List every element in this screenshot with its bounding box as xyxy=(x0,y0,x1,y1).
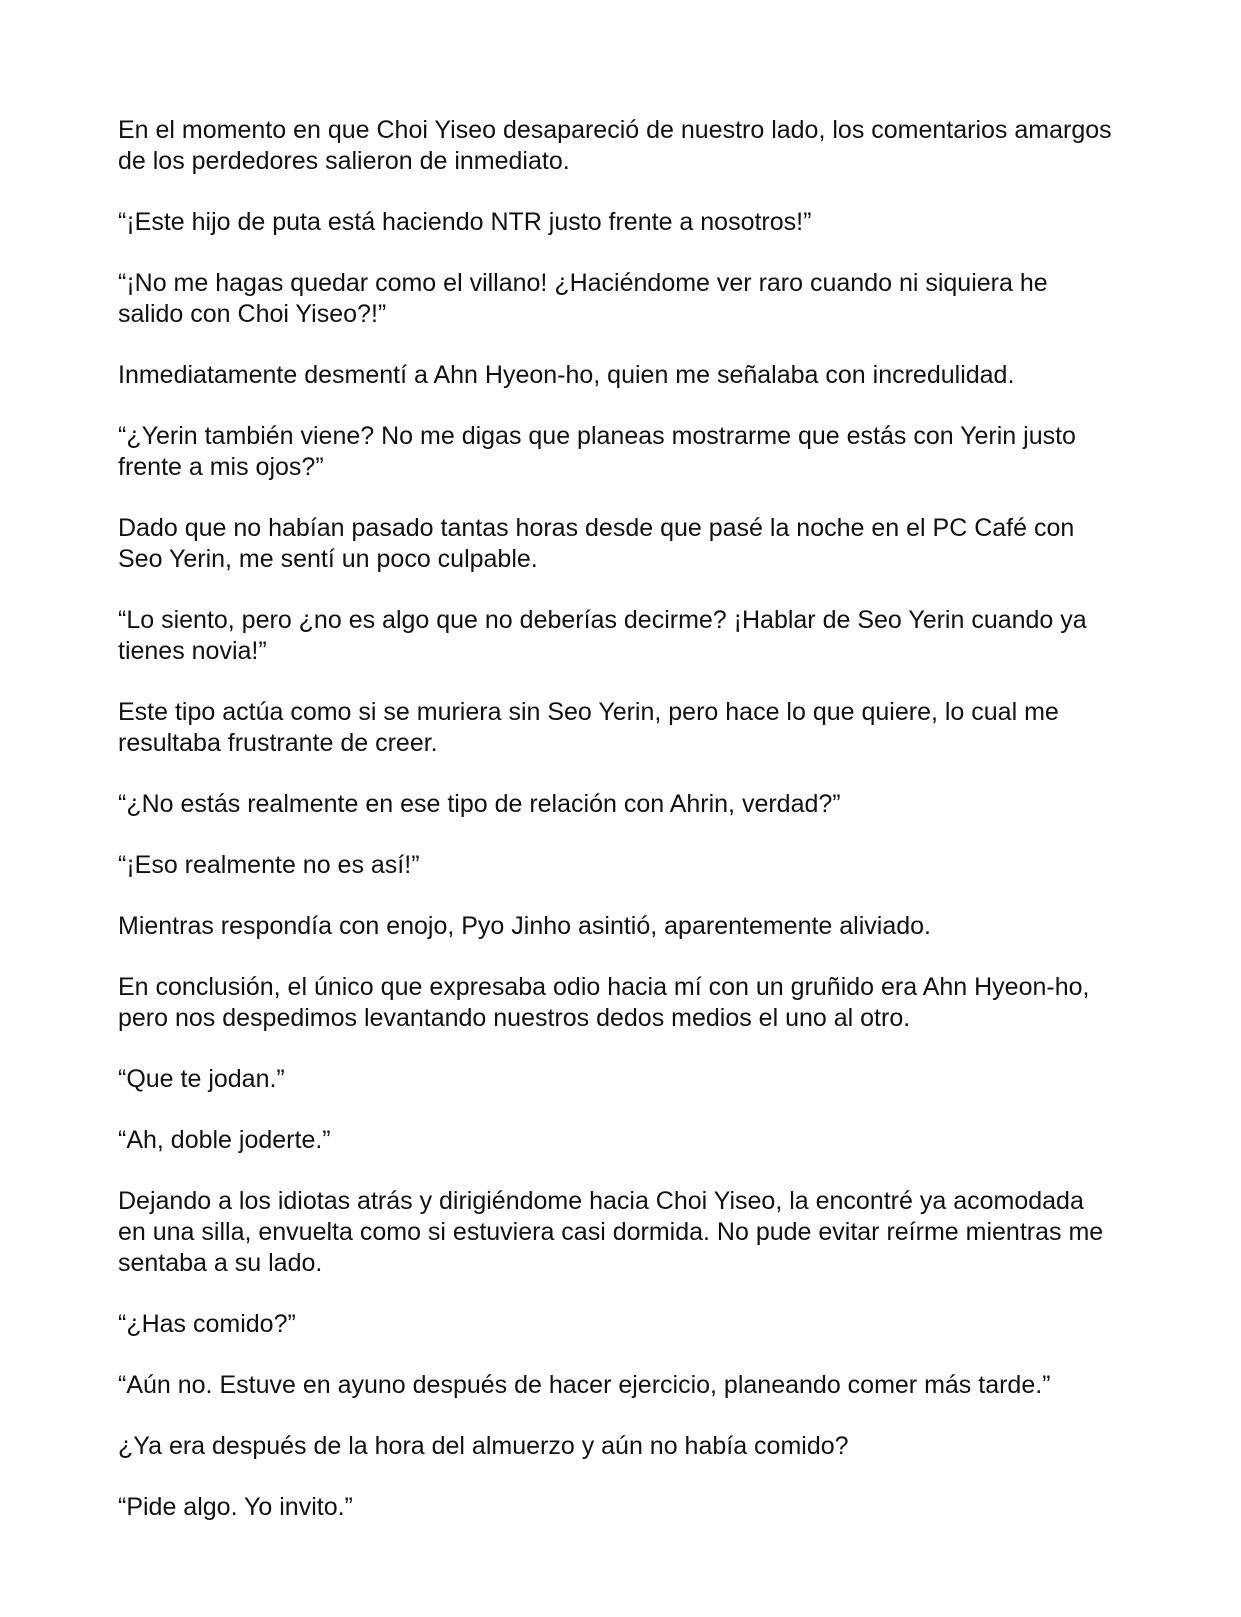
paragraph: Este tipo actúa como si se muriera sin Seo Yerin, pero hace lo que quiere, lo cual me resultaba frustrante de creer. xyxy=(118,698,1059,757)
paragraph: “Pide algo. Yo invito.” xyxy=(118,1493,353,1521)
paragraph: Dejando a los idiotas atrás y dirigiéndome hacia Choi Yiseo, la encontré ya acomodada en una silla, envuelta como si estuviera casi dormida. No pude evitar reírme mientras me sentaba a su lado. xyxy=(118,1187,1104,1277)
paragraph: En conclusión, el único que expresaba odio hacia mí con un gruñido era Ahn Hyeon-ho, pero nos despedimos levantando nuestros dedos medios el uno al otro. xyxy=(118,973,1090,1032)
paragraph: “¡Este hijo de puta está haciendo NTR justo frente a nosotros!” xyxy=(118,208,812,236)
paragraph: Mientras respondía con enojo, Pyo Jinho asintió, aparentemente aliviado. xyxy=(118,912,932,940)
document-body xyxy=(118,115,1118,1553)
paragraph: “¿No estás realmente en ese tipo de relación con Ahrin, verdad?” xyxy=(118,790,841,818)
paragraph: ¿Ya era después de la hora del almuerzo y aún no había comido? xyxy=(118,1432,849,1460)
paragraph: “Aún no. Estuve en ayuno después de hacer ejercicio, planeando comer más tarde.” xyxy=(118,1371,1051,1399)
paragraph: “¡No me hagas quedar como el villano! ¿Haciéndome ver raro cuando ni siquiera he salido con Choi Yiseo?!” xyxy=(118,269,1048,328)
paragraph: Inmediatamente desmentí a Ahn Hyeon-ho, quien me señalaba con incredulidad. xyxy=(118,361,1015,389)
paragraph: “¿Yerin también viene? No me digas que planeas mostrarme que estás con Yerin justo frente a mis ojos?” xyxy=(118,422,1076,481)
paragraph: “Ah, doble joderte.” xyxy=(118,1126,331,1154)
paragraph: Dado que no habían pasado tantas horas desde que pasé la noche en el PC Café con Seo Yerin, me sentí un poco culpable. xyxy=(118,514,1075,573)
paragraph: “¿Has comido?” xyxy=(118,1310,296,1338)
paragraph: En el momento en que Choi Yiseo desapareció de nuestro lado, los comentarios amargos de los perdedores salieron de inmediato. xyxy=(118,116,1112,175)
paragraph: “¡Eso realmente no es así!” xyxy=(118,851,420,879)
paragraph: “Que te jodan.” xyxy=(118,1065,285,1093)
paragraph: “Lo siento, pero ¿no es algo que no deberías decirme? ¡Hablar de Seo Yerin cuando ya tienes novia!” xyxy=(118,606,1087,665)
